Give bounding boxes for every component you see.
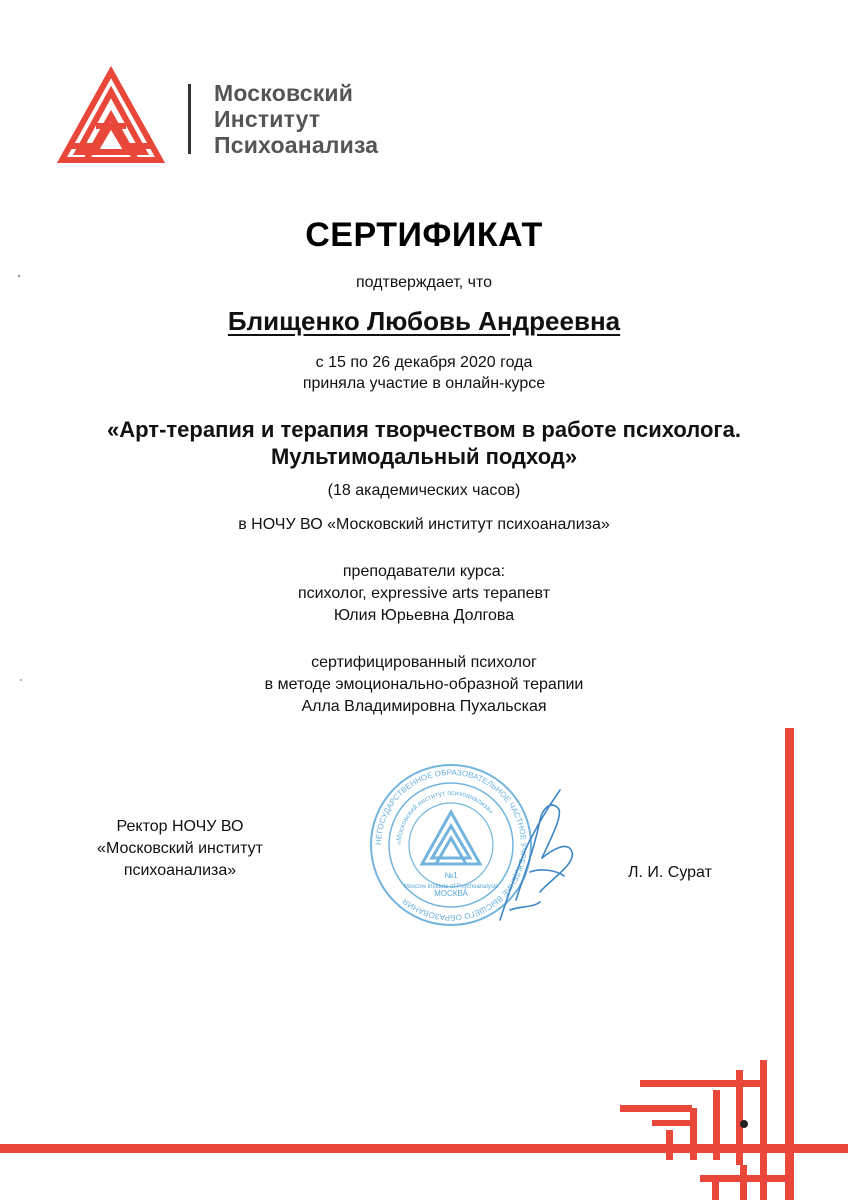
triangle-knot-logo-icon — [56, 66, 166, 166]
confirms-text: подтверждает, что — [355, 274, 493, 291]
stamp-city: МОСКВА — [434, 889, 468, 898]
stamp-number: №1 — [444, 871, 458, 880]
logo-text — [214, 80, 378, 158]
rector-line-1: Ректор НОЧУ ВО — [116, 818, 244, 835]
teacher-2-role-2: в методе эмоционально-образной терапии — [264, 676, 584, 693]
logo-line-2: Институт — [214, 106, 321, 132]
teacher-2-name: Алла Владимировна Пухальская — [301, 698, 547, 715]
logo-line-1: Московский — [214, 80, 354, 106]
teacher-1-role: психолог, expressive arts терапевт — [297, 585, 551, 602]
certificate-title: СЕРТИФИКАТ — [305, 216, 543, 254]
stamp-inner-text: «Московский институт психоанализа» — [395, 789, 495, 846]
teachers-block — [0, 561, 848, 627]
course-title-line-2: Мультимодальный подход» — [270, 444, 578, 469]
course-dates — [0, 352, 848, 394]
course-title — [0, 416, 848, 470]
recipient-name-text: Блищенко Любовь Андреевна — [227, 306, 621, 336]
logo-divider — [188, 84, 191, 154]
handwritten-signature-icon — [480, 780, 590, 930]
institution-name: в НОЧУ ВО «Московский институт психоанализа» — [238, 516, 610, 533]
signer-name: Л. И. Сурат — [628, 864, 712, 881]
teacher-1-name: Юлия Юрьевна Долгова — [333, 607, 515, 624]
dates-line-1: с 15 по 26 декабря 2020 года — [315, 354, 533, 371]
scan-edge-marks — [14, 270, 24, 690]
stamp-outer-text: НЕГОСУДАРСТВЕННОЕ ОБРАЗОВАТЕЛЬНОЕ ЧАСТНОЕ УЧРЕЖДЕНИЕ ВЫСШЕГО ОБРАЗОВАНИЯ — [373, 767, 529, 923]
stamp-english: Moscow Institute of Psychoanalysis — [403, 884, 499, 890]
rector-block — [60, 816, 300, 882]
course-title-line-1: «Арт-терапия и терапия творчеством в работе психолога. — [107, 417, 741, 442]
course-hours: (18 академических часов) — [327, 482, 521, 499]
dates-line-2: приняла участие в онлайн-курсе — [302, 375, 546, 392]
teacher-2-role-1: сертифицированный психолог — [311, 654, 537, 671]
rector-line-3: психоанализа» — [123, 862, 237, 879]
recipient-name — [0, 306, 848, 337]
logo-line-3: Психоанализа — [214, 132, 379, 158]
rector-line-2: «Московский институт — [97, 840, 263, 857]
teacher-2-block — [0, 652, 848, 718]
teachers-heading: преподаватели курса: — [342, 563, 506, 580]
